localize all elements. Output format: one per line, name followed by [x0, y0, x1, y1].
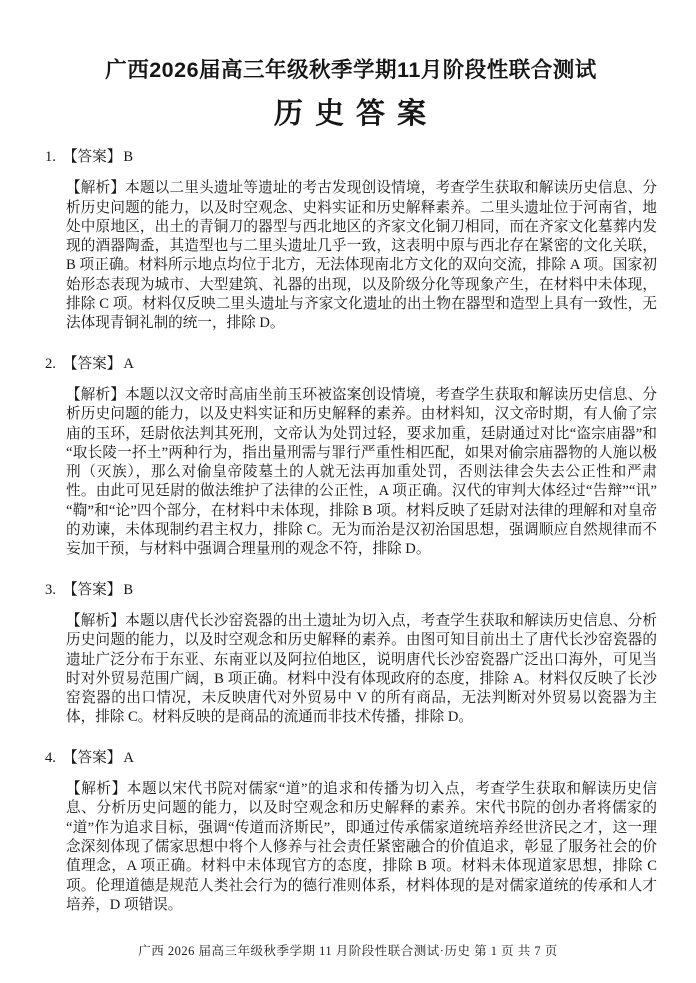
page-footer: 广西 2026 届高三年级秋季学期 11 月阶段性联合测试·历史 第 1 页 共 7 页 — [138, 944, 558, 958]
analysis-paragraph — [66, 612, 657, 728]
analysis-paragraph — [66, 179, 657, 333]
answer-line — [45, 749, 657, 768]
answer-value: B — [123, 149, 134, 165]
questions-list — [45, 148, 657, 915]
analysis-label: 【解析】 — [66, 386, 126, 403]
page-subtitle: 历 史 答 案 — [273, 98, 429, 130]
analysis-paragraph — [66, 780, 657, 915]
analysis-paragraph — [66, 386, 657, 560]
answer-value: A — [123, 749, 134, 766]
answer-label: 【答案】 — [62, 581, 122, 598]
analysis-text: 本题以宋代书院对儒家“道”的追求和传播为切入点，考查学生获取和解读历史信息、分析历史问题的能力，以及时空观念和历史解释的素养。宋代书院的创办者将儒家的“道”作为追求目标，强调“传道而济斯民”，即通过传承儒家道统培养经世济民之才，这一理念深刻体现了儒家思想中将个人修养与社会责任紧密融合的价值追求，彰显了服务社会的价值理念，A 项正确。材料中未体现官方的态度，排除 B 项。材料未体现道家思想，排除 C 项。伦理道德是规范人类社会行为的德行准则体系，材料体现的是对儒家道统的传承和人才培养，D 项错误。 — [66, 781, 657, 913]
question-block-1 — [45, 148, 657, 334]
answer-line — [45, 581, 657, 600]
answer-label: 【答案】 — [62, 149, 122, 165]
page-title: 广西2026届高三年级秋季学期11月阶段性联合测试 — [105, 58, 597, 82]
analysis-label: 【解析】 — [66, 612, 126, 629]
analysis-label: 【解析】 — [66, 781, 127, 798]
analysis-text: 本题以汉文帝时高庙坐前玉环被盗案创设情境，考查学生获取和解读历史信息、分析历史问题的能力，以及史料实证和历史解释的素养。由材料知，汉文帝时期，有人偷了宗庙的玉环，廷尉依法判其死刑，文帝认为处罚过轻，要求加重，廷尉通过对比“盗宗庙器”和“取长陵一抔土”两种行为，指出量刑需与罪行严重性相匹配，如果对偷宗庙器物的人施以极刑（灭族），那么对偷皇帝陵墓土的人就无法再加重处罚，否则法律会失去公正性和严肃性。由此可见廷尉的做法维护了法律的公正性，A 项正确。汉代的审判大体经过“告辩”“讯”“鞫”和“论”四个部分，在材料中未体现，排除 B 项。材料反映了廷尉对法律的理解和对皇帝的劝谏，未体现制约君主权力，排除 C。无为而治是汉初治国思想，强调顺应自然规律而不妄加干预，与材料中强调合理量刑的观念不符，排除 D。 — [66, 386, 657, 558]
answer-value: B — [123, 581, 134, 598]
answer-line — [45, 148, 657, 167]
answer-label: 【答案】 — [62, 749, 122, 766]
question-block-3 — [45, 581, 657, 728]
question-number: 3. — [45, 581, 56, 598]
analysis-text: 本题以唐代长沙窑瓷器的出土遗址为切入点，考查学生获取和解读历史信息、分析历史问题的能力，以及时空观念和历史解释的素养。由图可知目前出土了唐代长沙窑瓷器的遗址广泛分布于东亚、东南亚以及阿拉伯地区，说明唐代长沙窑瓷器广泛出口海外，可见当时对外贸易范围广阔，B 项正确。材料中没有体现政府的态度，排除 A。材料仅反映了长沙窑瓷器的出口情况，未反映唐代对外贸易中 V 的所有商品，无法判断对外贸易以瓷器为主体，排除 C。材料反映的是商品的流通而非技术传播，排除 D。 — [66, 612, 657, 726]
answer-value: A — [123, 355, 134, 372]
answer-line — [45, 355, 657, 374]
answer-label: 【答案】 — [62, 355, 122, 372]
analysis-text: 本题以二里头遗址等遗址的考古发现创设情境，考查学生获取和解读历史信息、分析历史问题的能力，以及时空观念、史料实证和历史解释素养。二里头遗址位于河南省，地处中原地区，出土的青铜刀的器型与西北地区的齐家文化铜刀相同，而在齐家文化墓葬内发现的酒器陶盉，其造型也与二里头遗址几乎一致，这表明中原与西北存在紧密的文化关联，B 项正确。材料所示地点均位于北方，无法体现南北方文化的双向交流，排除 A 项。国家初始形态表现为城市、大型建筑、礼器的出现，以及阶级分化等现象产生，在材料中未体现，排除 C 项。材料仅反映二里头遗址与齐家文化遗址的出土物在器型和造型上具有一致性，无法体现青铜礼制的统一，排除 D。 — [66, 180, 657, 332]
question-number: 2. — [45, 355, 56, 372]
question-number: 1. — [45, 149, 56, 165]
question-block-4 — [45, 749, 657, 915]
analysis-label: 【解析】 — [66, 180, 126, 197]
question-number: 4. — [45, 749, 56, 766]
question-block-2 — [45, 355, 657, 560]
